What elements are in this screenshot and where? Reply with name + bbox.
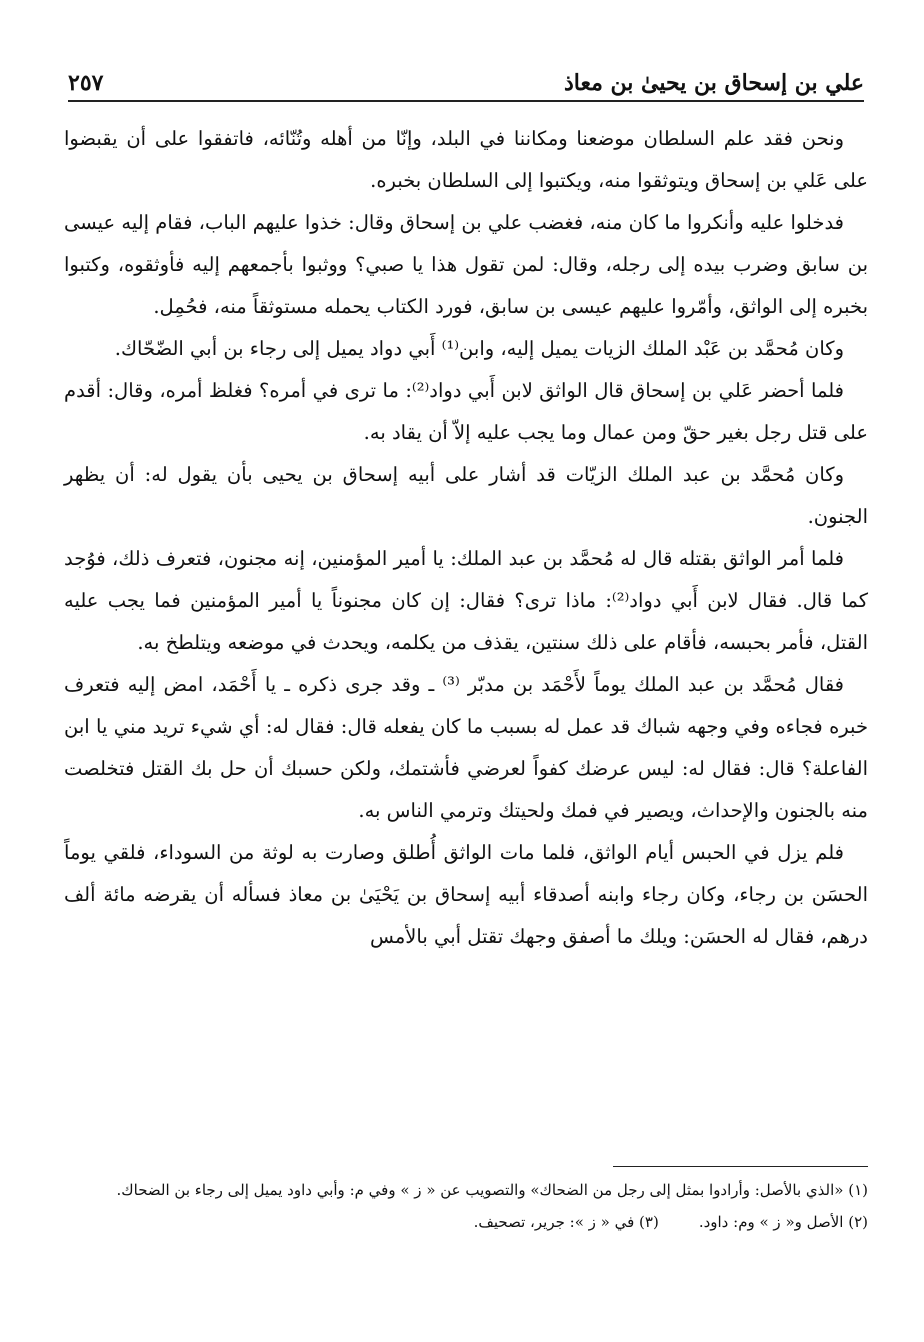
- paragraph: ونحن فقد علم السلطان موضعنا ومكاننا في البلد، وإنّا من أهله وتُنّائه، فاتفقوا على أن يقبضوا على عَلي بن إسحاق ويتوثقوا منه، ويكتبوا إلى السلطان بخبره.: [64, 127, 868, 192]
- main-text: [64, 118, 868, 958]
- paragraph: وكان مُحمَّد بن عَبْد الملك الزيات يميل إليه، وابن⁽¹⁾ أَبي دواد يميل إلى رجاء بن أبي الضّحّاك.: [114, 337, 844, 360]
- paragraph: فدخلوا عليه وأنكروا ما كان منه، فغضب علي بن إسحاق وقال: خذوا عليهم الباب، فقام إليه عيسى بن سابق وضرب بيده إلى رجله، وقال: لمن تقول هذا يا صبي؟ ووثبوا بأجمعهم إليه فأوثقوه، وكتبوا بخبره إلى الواثق، وأمّروا عليهم عيسى بن سابق، فورد الكتاب يحمله مستوثقاً منه، فحُمِل.: [64, 211, 868, 318]
- paragraph: فلم يزل في الحبس أيام الواثق، فلما مات الواثق أُطلق وصارت به لوثة من السوداء، فلقي يوماً الحسَن بن رجاء، وكان رجاء وابنه أصدقاء أبيه إسحاق بن يَحْيَىٰ بن معاذ فسأله أن يقرضه مائة ألف درهم، فقال له الحسَن: ويلك ما أصفق وجهك تقتل أبي بالأمس: [64, 841, 868, 948]
- footnote-3: (٣) في « ز »: جرير، تصحيف.: [473, 1213, 659, 1231]
- paragraph: فقال مُحمَّد بن عبد الملك يوماً لأَحْمَد بن مدبّر ⁽³⁾ ـ وقد جرى ذكره ـ يا أَحْمَد، امض إليه فتعرف خبره فجاءه وفي وجهه شباك قد عمل له بسبب ما كان يفعله قال: فقال له: أي شيء تريد مني يا ابن الفاعلة؟ قال: فقال له: ليس عرضك كفواً لعرضي فأشتمك، ولكن حسبك أن حل بك القتل فتخلصت منه بالجنون والإحداث، ويصير في فمك ولحيتك وترمي الناس به.: [64, 673, 868, 822]
- page-header: [68, 56, 864, 102]
- paragraph: وكان مُحمَّد بن عبد الملك الزيّات قد أشار على أبيه إسحاق بن يحيى بأن يقول له: أن يظهر الجنون.: [64, 463, 868, 528]
- paragraph: فلما أمر الواثق بقتله قال له مُحمَّد بن عبد الملك: يا أمير المؤمنين، إنه مجنون، فتعرف ذلك، فوُجد كما قال. فقال لابن أَبي دواد⁽²⁾: ماذا ترى؟ فقال: إن كان مجنوناً يا أمير المؤمنين فما يجب عليه القتل، فأمر بحبسه، فأقام على ذلك سنتين، يقذف من يكلمه، ويحدث في موضعه ويتلطخ به.: [64, 547, 868, 654]
- footnotes: [64, 1166, 868, 1235]
- footnote-2: (٢) الأصل و« ز » وم: داود.: [698, 1213, 868, 1231]
- paragraph: فلما أحضر عَلي بن إسحاق قال الواثق لابن أَبي دواد⁽²⁾: ما ترى في أمره؟ فغلظ أمره، وقال: أقدم على قتل رجل بغير حقّ ومن عمال وما يجب عليه إلاّ أن يقاد به.: [64, 379, 868, 444]
- footnote-1: (١) «الذي بالأصل: وأرادوا بمثل إلى رجل من الضحاك» والتصويب عن « ز » وفي م: وأبي داود يميل إلى رجاء بن الضحاك.: [116, 1181, 868, 1199]
- page-number: ٢٥٧: [68, 70, 104, 96]
- running-title: علي بن إسحاق بن يحيىٰ بن معاذ: [563, 70, 864, 96]
- footnote-row: [64, 1209, 868, 1235]
- footnote-divider: [613, 1166, 868, 1167]
